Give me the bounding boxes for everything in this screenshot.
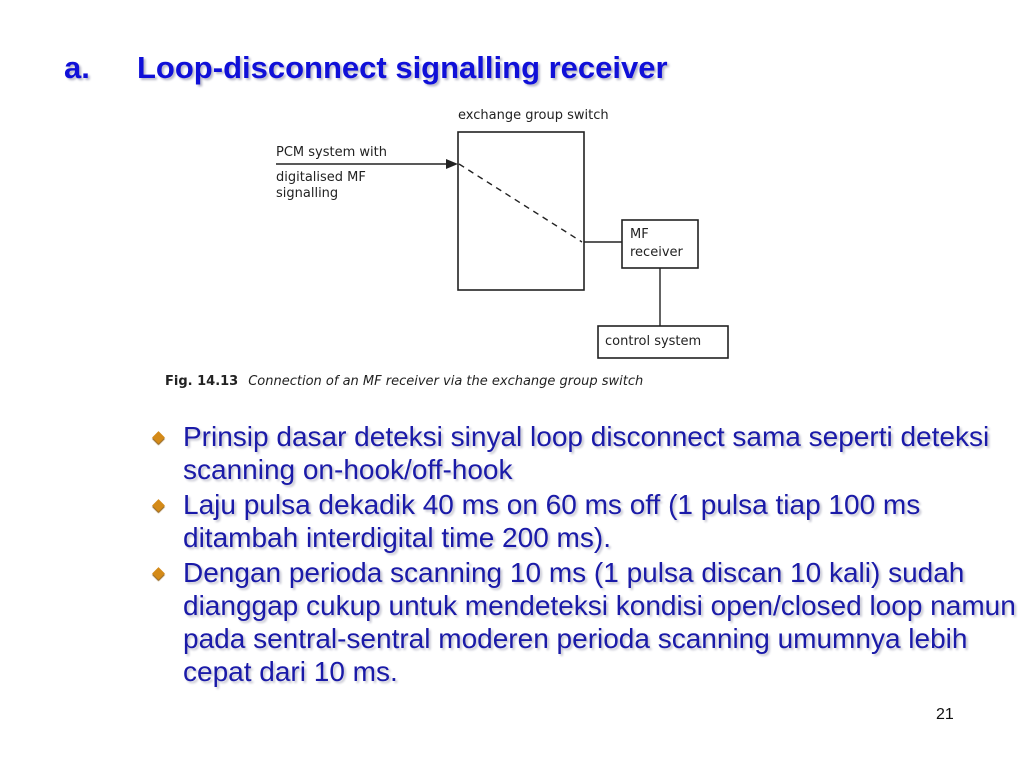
bullet-text: Dengan perioda scanning 10 ms (1 pulsa discan 10 kali) sudah dianggap cukup untuk mendeteksi kondisi open/closed loop namun pada sentral-sentral moderen perioda scanning umumnya lebih cepat dari 10 ms. [183,557,1016,687]
input-arrow-head [446,159,458,169]
slide-title [64,50,668,86]
label-control-system: control system [605,334,702,349]
caption-number: Fig. 14.13 [165,374,239,389]
diagram-lines [160,100,780,400]
title-marker: a. [64,50,90,85]
bullet-text: Laju pulsa dekadik 40 ms on 60 ms off (1 pulsa tiap 100 ms ditambah interdigital time 200 ms). [183,489,921,553]
caption-text: Connection of an MF receiver via the exchange group switch [248,374,644,389]
bullet-item [150,420,1020,486]
diamond-bullet-icon [152,567,165,580]
label-input-line3: signalling [276,186,339,201]
bullet-item [150,488,1020,554]
figure-diagram [160,100,780,400]
switch-dashed-path [459,164,582,242]
bullet-item [150,556,1020,688]
figure-caption [165,374,643,389]
label-input-line1: PCM system with [276,145,387,160]
diamond-bullet-icon [152,499,165,512]
label-exchange-group-switch: exchange group switch [458,108,609,123]
label-mf: MF [630,227,649,242]
switch-box [458,132,584,290]
bullet-text: Prinsip dasar deteksi sinyal loop disconnect sama seperti deteksi scanning on-hook/off-hook [183,421,990,485]
diamond-bullet-icon [152,431,165,444]
title-text: Loop-disconnect signalling receiver [137,50,668,85]
label-input-line2: digitalised MF [276,170,366,185]
bullet-list [150,420,1020,690]
label-receiver: receiver [630,245,683,260]
page-number: 21 [936,706,954,723]
